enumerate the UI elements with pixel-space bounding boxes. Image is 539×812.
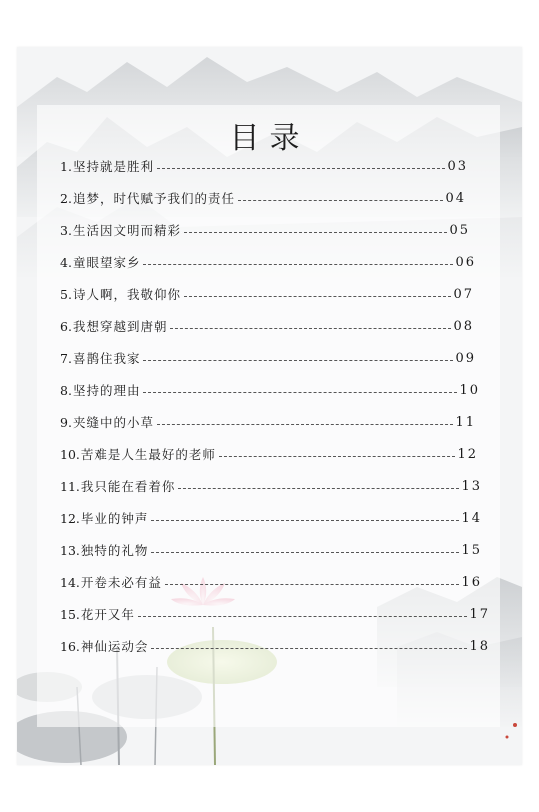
- toc-item[interactable]: 7. 喜鹊住我家 09: [60, 350, 476, 366]
- toc-item[interactable]: 14. 开卷未必有益 16: [60, 574, 482, 590]
- dot-leader: [157, 168, 446, 169]
- dot-leader: [143, 264, 453, 265]
- dot-leader: [151, 520, 459, 521]
- toc-item[interactable]: 11. 我只能在看着你 13: [60, 478, 482, 494]
- dot-leader: [143, 392, 457, 393]
- toc-item[interactable]: 15. 花开又年 17: [60, 606, 490, 622]
- toc-item[interactable]: 8. 坚持的理由 10: [60, 382, 480, 398]
- dot-leader: [165, 584, 460, 585]
- toc-item[interactable]: 3. 生活因文明而精彩 05: [60, 222, 470, 238]
- toc-item[interactable]: 6. 我想穿越到唐朝 08: [60, 318, 474, 334]
- toc-item[interactable]: 13. 独特的礼物 15: [60, 542, 482, 558]
- toc-item[interactable]: 5. 诗人啊，我敬仰你 07: [60, 286, 474, 302]
- toc-item[interactable]: 9. 夹缝中的小草 11: [60, 414, 476, 430]
- dot-leader: [184, 296, 452, 297]
- toc-item[interactable]: 2. 追梦，时代赋予我们的责任 04: [60, 190, 466, 206]
- dot-leader: [184, 232, 448, 233]
- dot-leader: [151, 648, 467, 649]
- dot-leader: [151, 552, 459, 553]
- dot-leader: [238, 200, 444, 201]
- toc-item[interactable]: 1. 坚持就是胜利 03: [60, 158, 468, 174]
- toc-item[interactable]: 4. 童眼望家乡 06: [60, 254, 476, 270]
- dot-leader: [143, 360, 453, 361]
- dot-leader: [170, 328, 451, 329]
- toc-item[interactable]: 16. 神仙运动会 18: [60, 638, 490, 654]
- dot-leader: [138, 616, 468, 617]
- toc-page: [17, 47, 522, 765]
- page-title: 目录: [229, 121, 310, 156]
- dot-leader: [178, 488, 459, 489]
- toc-item[interactable]: 12. 毕业的钟声 14: [60, 510, 482, 526]
- toc-item[interactable]: 10. 苦难是人生最好的老师 12: [60, 446, 478, 462]
- dot-leader: [219, 456, 456, 457]
- dot-leader: [157, 424, 454, 425]
